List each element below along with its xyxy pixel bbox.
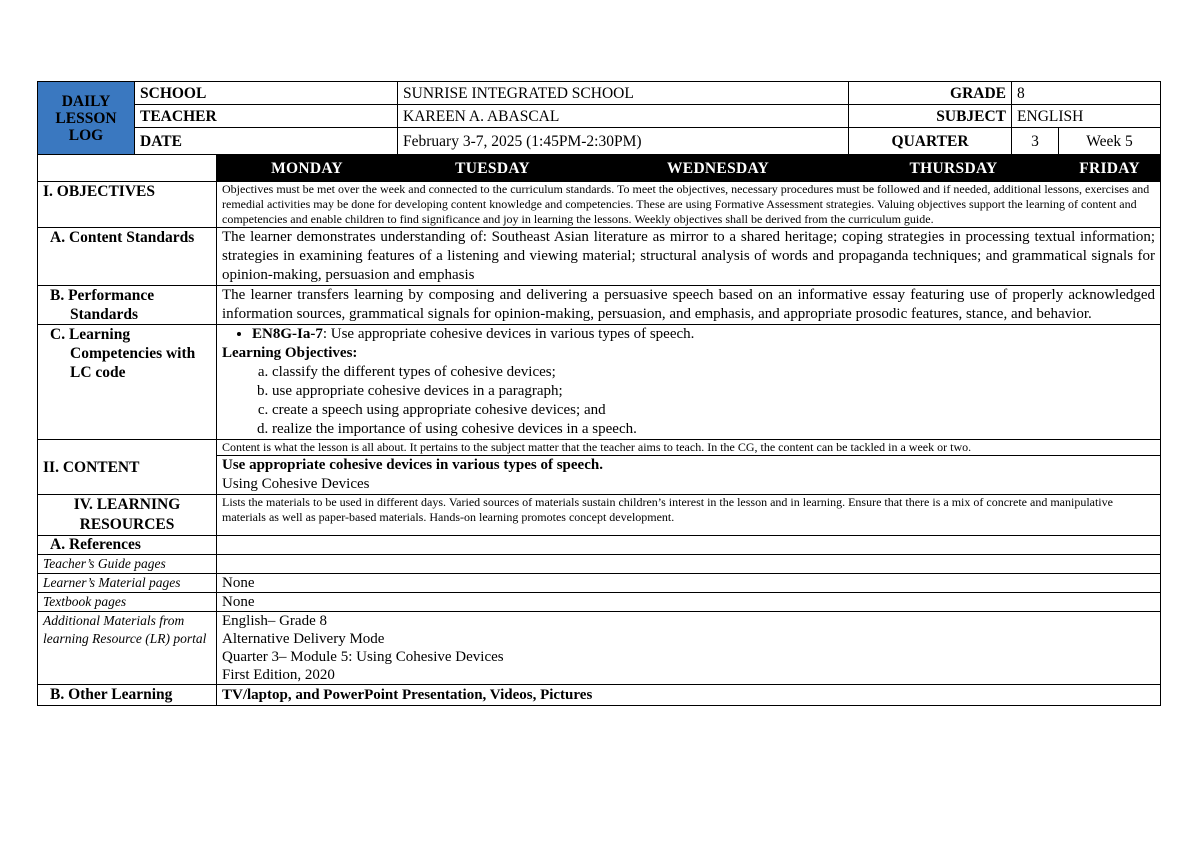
learning-competencies-label: C. Learning Competencies with LC code	[38, 325, 217, 440]
learning-competencies-cell	[217, 325, 1161, 440]
other-learning-value: TV/laptop, and PowerPoint Presentation, Videos, Pictures	[217, 685, 1161, 706]
learning-objectives-list	[222, 363, 1155, 439]
learners-material-label: Learner’s Material pages	[38, 574, 217, 593]
learning-resources-label: IV. LEARNING RESOURCES	[38, 495, 217, 536]
teacher-value: KAREEN A. ABASCAL	[398, 105, 849, 128]
list-item: Alternative Delivery Mode	[222, 631, 385, 647]
textbook-pages-value: None	[217, 593, 1161, 612]
content-label: II. CONTENT	[38, 440, 217, 495]
subject-label: SUBJECT	[849, 105, 1012, 128]
day-monday: MONDAY	[217, 155, 398, 182]
content-standards-label: A. Content Standards	[38, 228, 217, 286]
quarter-value: 3	[1012, 128, 1059, 155]
daily-lesson-log-label: DAILY LESSON LOG	[38, 82, 135, 155]
date-label: DATE	[135, 128, 398, 155]
school-value: SUNRISE INTEGRATED SCHOOL	[398, 82, 849, 105]
list-item: First Edition, 2020	[222, 667, 335, 683]
objectives-note: Objectives must be met over the week and connected to the curriculum standards. To meet the objectives, necessary procedures must be followed and if needed, additional lessons, exercises and remedial activities may be done for developing content knowledge and competencies. These are using Formative Assessment strategies. Valuing objectives support the learning of content and competencies and enable children to find significance and joy in learning the lessons. Weekly objectives shall be derived from the curriculum guide.	[217, 182, 1161, 228]
grade-value: 8	[1012, 82, 1161, 105]
lc-code: EN8G-Ia-7	[252, 326, 323, 342]
list-item: a. classify the different types of cohesive devices;	[272, 363, 1155, 382]
list-item: Quarter 3– Module 5: Using Cohesive Devices	[222, 649, 504, 665]
lc-code-list	[222, 325, 1155, 344]
additional-materials-cell	[217, 612, 1161, 685]
content-cell	[217, 456, 1161, 495]
list-item: c. create a speech using appropriate cohesive devices; and	[272, 401, 1155, 420]
lc-code-item	[252, 325, 1155, 344]
week-value: Week 5	[1059, 128, 1161, 155]
days-spacer	[38, 155, 217, 182]
references-label: A. References	[38, 536, 217, 555]
quarter-label: QUARTER	[849, 128, 1012, 155]
learners-material-value: None	[217, 574, 1161, 593]
list-item: b. use appropriate cohesive devices in a paragraph;	[272, 382, 1155, 401]
school-label: SCHOOL	[135, 82, 398, 105]
objectives-label: I. OBJECTIVES	[38, 182, 217, 228]
content-note: Content is what the lesson is all about. It pertains to the subject matter that the teacher aims to teach. In the CG, the content can be tackled in a week or two.	[217, 440, 1161, 456]
content-standards-text: The learner demonstrates understanding of: Southeast Asian literature as mirror to a shared heritage; coping strategies in processing textual information; strategies in examining features of a listening and viewing material; structural analysis of words and propaganda techniques; and grammatical signals for opinion-making, persuasion and emphasis	[217, 228, 1161, 286]
learning-resources-note: Lists the materials to be used in different days. Varied sources of materials sustain children’s interest in the lesson and in learning. Ensure that there is a mix of concrete and manipulative materials as well as paper-based materials. Hands-on learning promotes concept development.	[217, 495, 1161, 536]
content-title: Use appropriate cohesive devices in various types of speech.	[222, 457, 603, 473]
day-wednesday: WEDNESDAY	[588, 155, 849, 182]
textbook-pages-label: Textbook pages	[38, 593, 217, 612]
lesson-log-table	[37, 81, 1161, 706]
references-value	[217, 536, 1161, 555]
subject-value: ENGLISH	[1012, 105, 1161, 128]
learning-objectives-title: Learning Objectives:	[222, 345, 358, 361]
teachers-guide-value	[217, 555, 1161, 574]
teachers-guide-label: Teacher’s Guide pages	[38, 555, 217, 574]
list-item: d. realize the importance of using cohesive devices in a speech.	[272, 420, 1155, 439]
daily-lesson-log-sheet	[37, 81, 1160, 706]
performance-standards-text: The learner transfers learning by composing and delivering a persuasive speech based on an informative essay featuring use of properly acknowledged information sources, grammatical signals for opinion-making, persuasion, and emphasis, and appropriate prosodic features, stance, and behavior.	[217, 286, 1161, 325]
content-subtitle: Using Cohesive Devices	[222, 476, 370, 492]
grade-label: GRADE	[849, 82, 1012, 105]
date-value: February 3-7, 2025 (1:45PM-2:30PM)	[398, 128, 849, 155]
performance-standards-label: B. Performance Standards	[38, 286, 217, 325]
teacher-label: TEACHER	[135, 105, 398, 128]
additional-materials-label: Additional Materials from learning Resource (LR) portal	[38, 612, 217, 685]
other-learning-label: B. Other Learning	[38, 685, 217, 706]
day-thursday: THURSDAY	[849, 155, 1059, 182]
lc-code-text: : Use appropriate cohesive devices in various types of speech.	[322, 326, 695, 342]
list-item: English– Grade 8	[222, 613, 327, 629]
day-friday: FRIDAY	[1059, 155, 1161, 182]
day-tuesday: TUESDAY	[398, 155, 588, 182]
